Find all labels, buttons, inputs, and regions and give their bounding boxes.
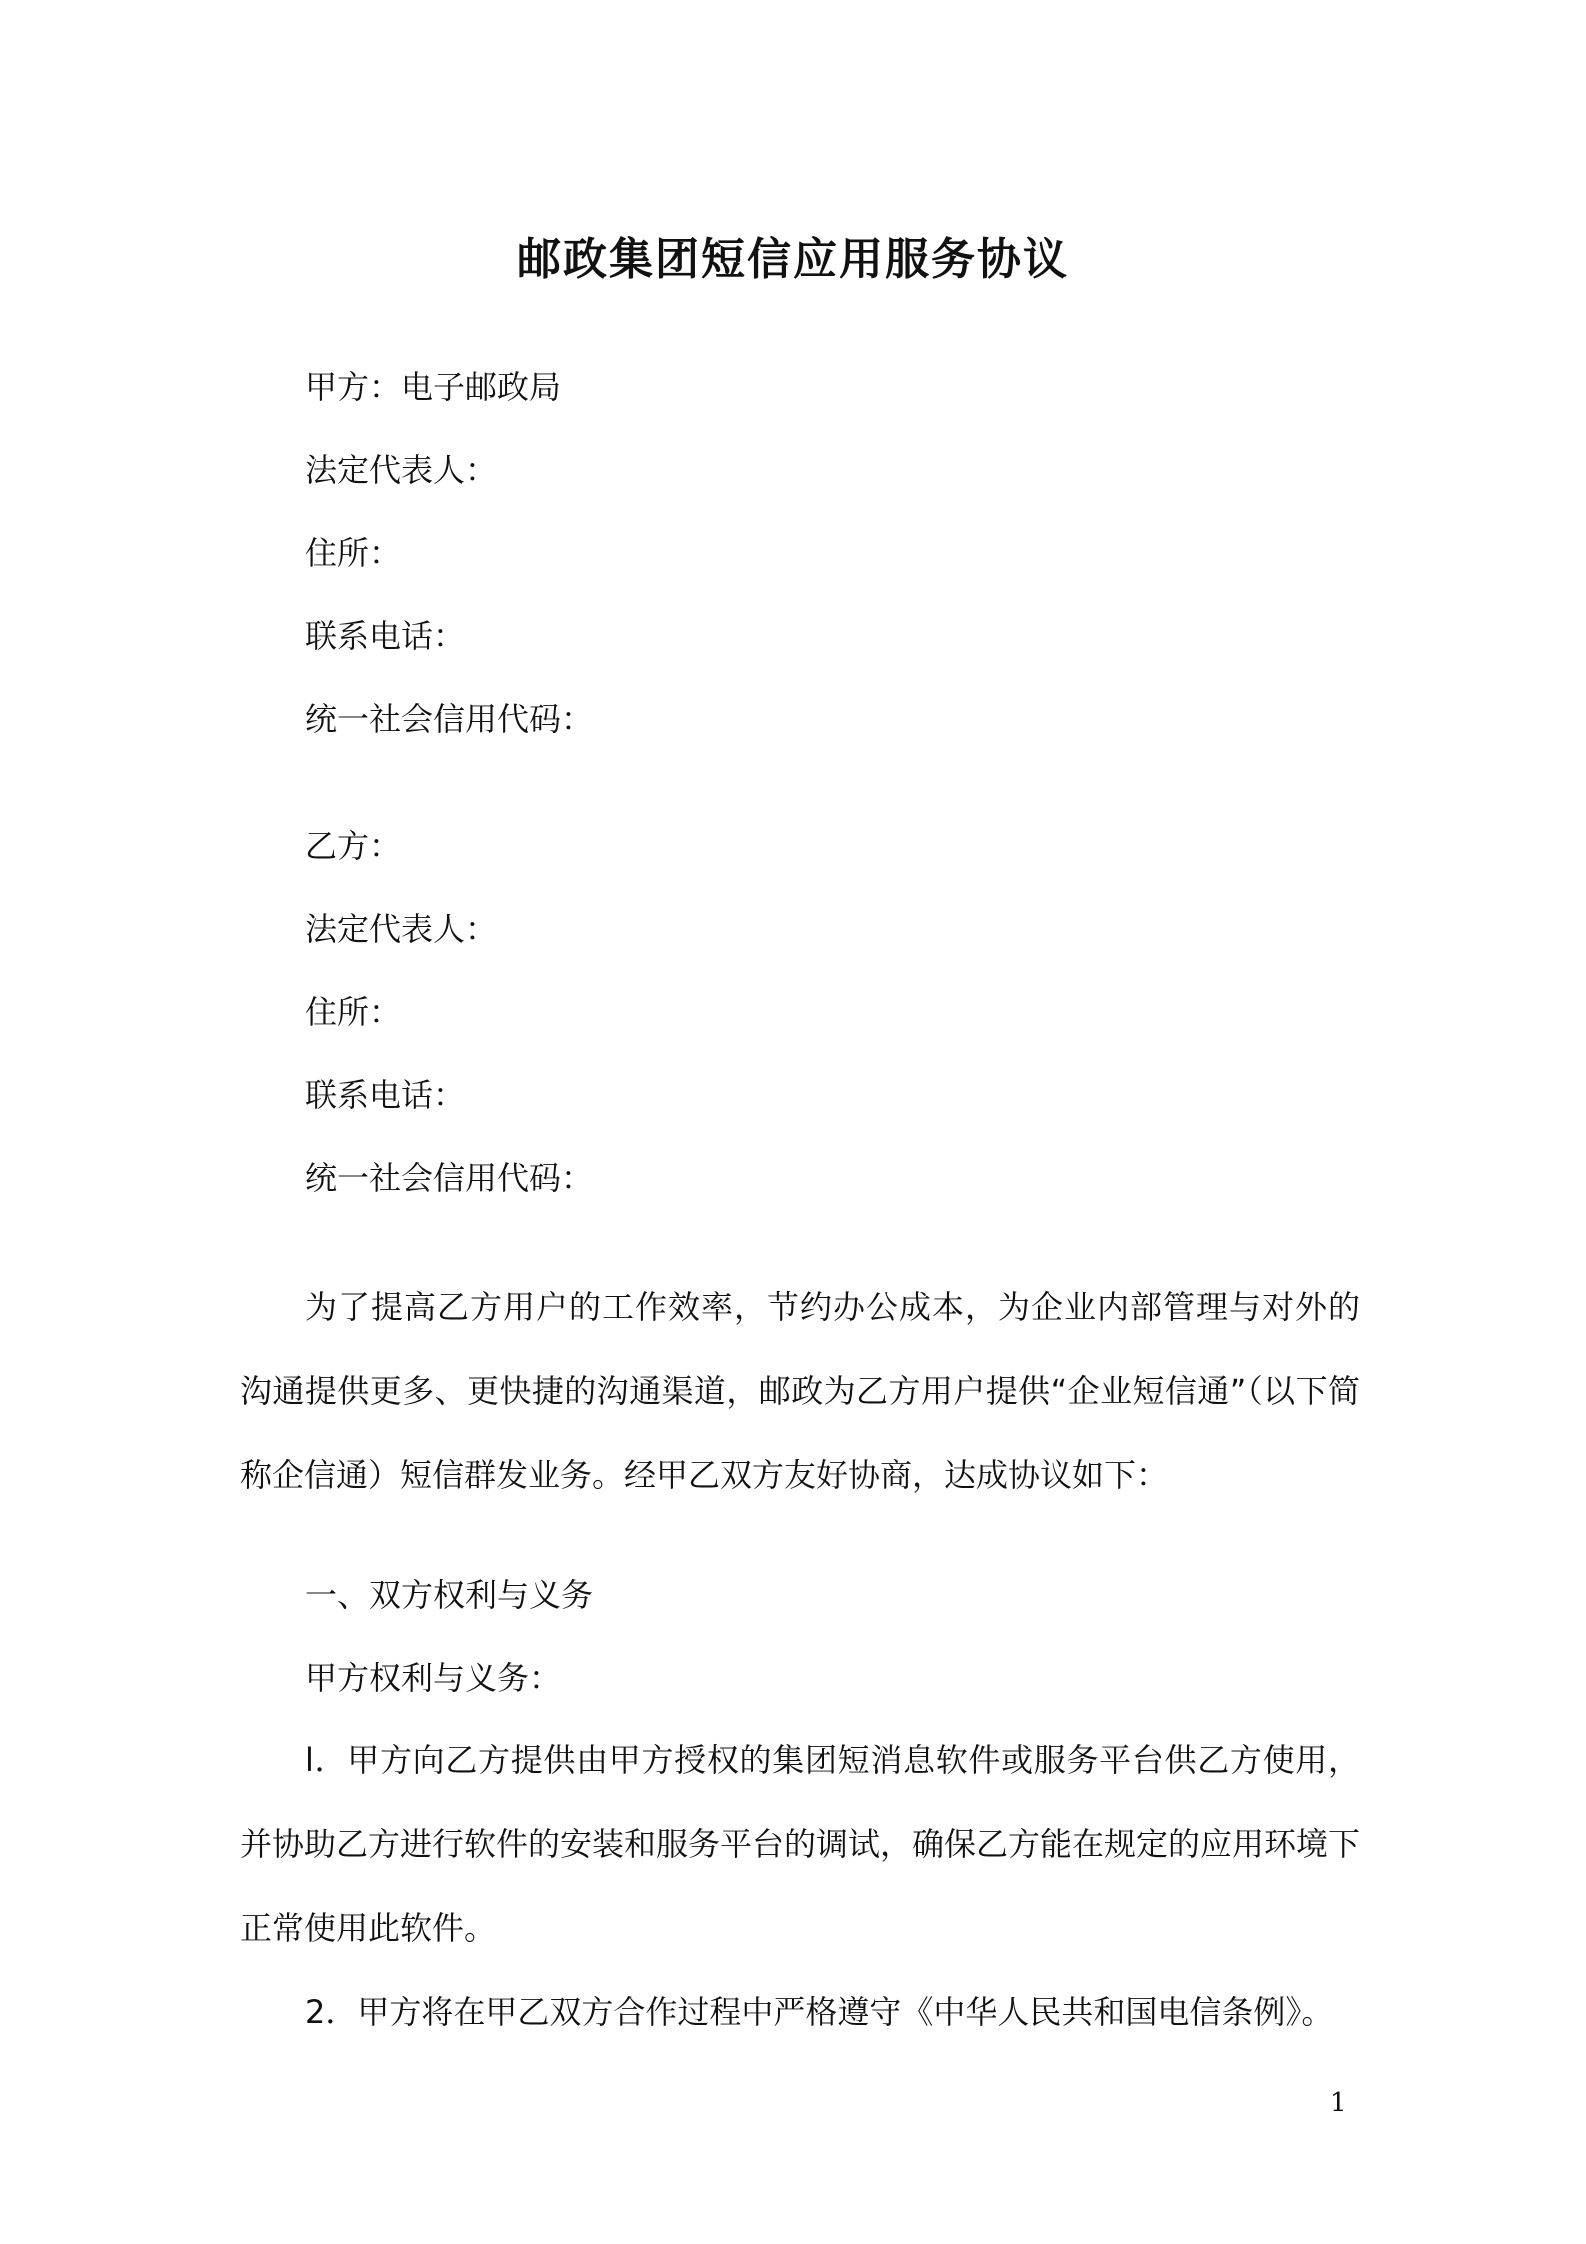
document-title: 邮政集团短信应用服务协议 [517,234,1069,285]
section-heading: 一、双方权利与义务 [305,1576,594,1614]
party-b-name: 乙方： [305,827,402,865]
party-b-address: 住所： [305,993,402,1031]
party-b-credit-code: 统一社会信用代码： [305,1159,594,1197]
clause-1: l．甲方向乙方提供由甲方授权的集团短消息软件或服务平台供乙方使用，并协助乙方进行软件的安装和服务平台的调试，确保乙方能在规定的应用环境下正常使用此软件。 [240,1741,1361,1947]
party-a-name: 甲方：电子邮政局 [305,368,562,406]
party-a-address: 住所： [305,534,402,572]
intro-paragraph: 为了提高乙方用户的工作效率，节约办公成本，为企业内部管理与对外的沟通提供更多、更快捷的沟通渠道，邮政为乙方用户提供“企业短信通”（以下简称企信通）短信群发业务。经甲乙双方友好协商，达成协议如下： [240,1288,1360,1494]
party-b-phone: 联系电话： [305,1076,466,1114]
party-a-credit-code: 统一社会信用代码： [305,700,594,738]
party-a-rights-heading: 甲方权利与义务： [305,1659,562,1697]
page-number: 1 [1330,2088,1347,2118]
clause-2: 2．甲方将在甲乙双方合作过程中严格遵守《中华人民共和国电信条例》。 [305,1993,1334,2031]
party-a-legal-rep: 法定代表人： [305,451,498,489]
party-b-legal-rep: 法定代表人： [305,910,498,948]
party-a-phone: 联系电话： [305,617,466,655]
